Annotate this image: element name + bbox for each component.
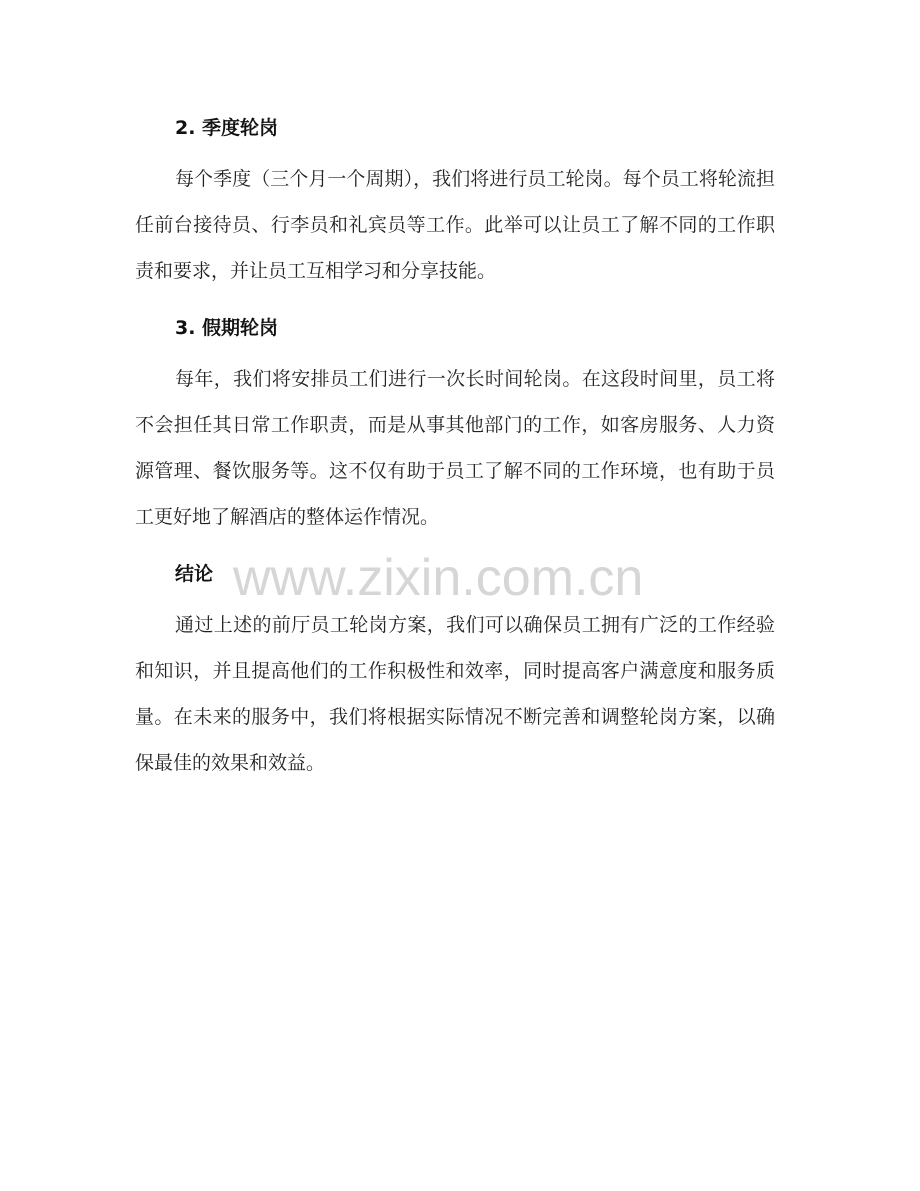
watermark: www.zixin.com.cn bbox=[233, 549, 644, 607]
section-paragraph-quarterly-rotation: 每个季度（三个月一个周期），我们将进行员工轮岗。每个员工将轮流担任前台接待员、行李员和礼宾员等工作。此举可以让员工了解不同的工作职责和要求，并让员工互相学习和分享技能。 bbox=[135, 168, 775, 282]
section-heading-holiday-rotation: 3. 假期轮岗 bbox=[175, 317, 279, 339]
section-paragraph-conclusion: 通过上述的前厅员工轮岗方案，我们可以确保员工拥有广泛的工作经验和知识，并且提高他们的工作积极性和效率，同时提高客户满意度和服务质量。在未来的服务中，我们将根据实际情况不断完善和调整轮岗方案，以确保最佳的效果和效益。 bbox=[135, 614, 775, 774]
document-content bbox=[135, 108, 775, 786]
section-heading-conclusion: 结论 bbox=[175, 563, 214, 585]
section-paragraph-holiday-rotation: 每年，我们将安排员工们进行一次长时间轮岗。在这段时间里，员工将不会担任其日常工作职责，而是从事其他部门的工作，如客房服务、人力资源管理、餐饮服务等。这不仅有助于员工了解不同的工作环境，也有助于员工更好地了解酒店的整体运作情况。 bbox=[135, 368, 775, 528]
section-heading-quarterly-rotation: 2. 季度轮岗 bbox=[175, 117, 279, 139]
